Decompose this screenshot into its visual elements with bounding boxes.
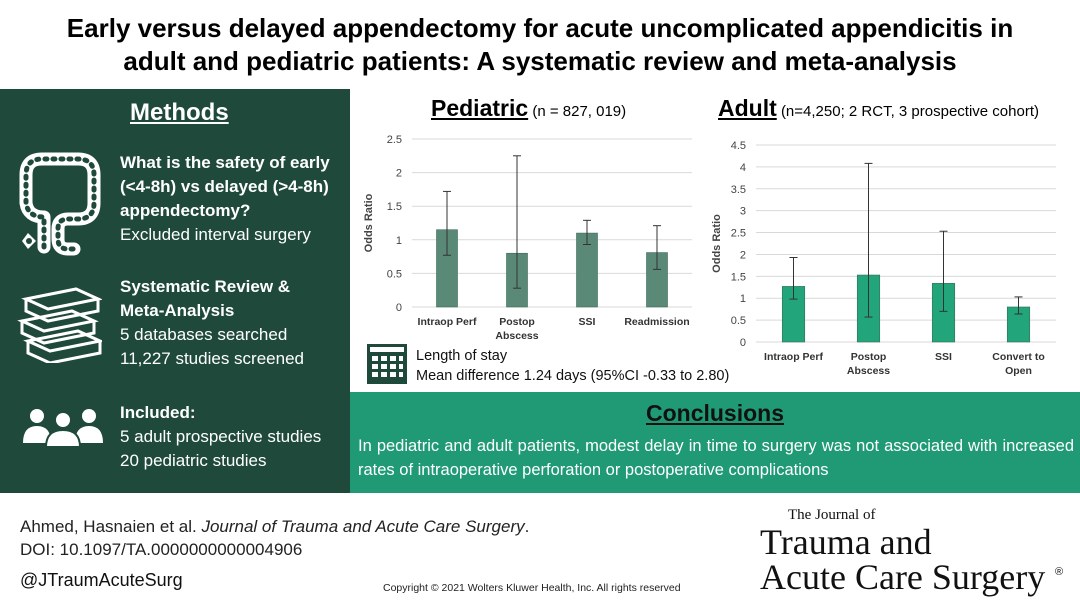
y-tick-label: 2 — [395, 167, 402, 180]
review-line-2: Meta-Analysis — [120, 301, 235, 320]
twitter-handle: @JTraumAcuteSurg — [20, 570, 183, 590]
people-icon — [20, 407, 106, 447]
y-tick-label: 0 — [395, 302, 402, 314]
adult-chart — [708, 133, 1074, 383]
x-tick-label: Abscess — [495, 330, 539, 342]
intestine-icon — [14, 147, 106, 259]
y-tick-label: 0.5 — [730, 315, 746, 328]
y-axis-label: Odds Ratio — [363, 193, 375, 253]
x-tick-label: SSI — [578, 316, 596, 328]
los-value: Mean difference 1.24 days (95%CI -0.33 to 2.80) — [416, 368, 730, 384]
doi: DOI: 10.1097/TA.0000000000004906 — [20, 540, 303, 559]
question-line-2: (<4-8h) vs delayed (>4-8h) — [120, 177, 329, 196]
citation-period: . — [524, 517, 530, 536]
methods-panel — [0, 89, 350, 493]
y-tick-label: 1 — [739, 293, 746, 306]
y-tick-label: 1.5 — [386, 201, 402, 214]
x-tick-label: Postop — [850, 351, 887, 363]
x-tick-label: Abscess — [846, 365, 891, 377]
journal-logo-line1: Trauma and — [760, 522, 932, 562]
review-databases: 5 databases searched — [120, 325, 288, 344]
included-block — [120, 401, 321, 473]
included-adult: 5 adult prospective studies — [120, 427, 322, 446]
los-label: Length of stay — [416, 348, 508, 364]
citation-journal: Journal of Trauma and Acute Care Surgery — [201, 517, 525, 536]
citation-etal: et al. — [155, 517, 202, 536]
title-line-1: Early versus delayed appendectomy for acute uncomplicated appendicitis in — [66, 13, 1014, 43]
question-note: Excluded interval surgery — [120, 225, 311, 244]
review-screened: 11,227 studies screened — [120, 349, 304, 368]
y-axis-label: Odds Ratio — [711, 214, 723, 273]
y-tick-label: 1.5 — [730, 271, 746, 284]
conclusions-panel — [350, 392, 1080, 493]
y-tick-label: 4.5 — [730, 140, 746, 152]
x-tick-label: Intraop Perf — [764, 351, 823, 363]
y-tick-label: 0.5 — [386, 268, 402, 281]
conclusions-text: In pediatric and adult patients, modest delay in time to surgery was not associated with increased rates of intraoperative perforation or postoperative complications — [358, 437, 1074, 479]
question-line-3: appendectomy? — [120, 201, 251, 220]
x-tick-label: Open — [1005, 365, 1032, 377]
pediatric-chart — [360, 128, 700, 350]
x-tick-label: SSI — [935, 351, 952, 363]
calendar-icon — [367, 344, 407, 384]
journal-logo-reg: ® — [1055, 566, 1064, 578]
y-tick-label: 3.5 — [730, 183, 746, 196]
adult-subtitle: (n=4,250; 2 RCT, 3 prospective cohort) — [780, 103, 1039, 120]
title-line-2: adult and pediatric patients: A systematic review and meta-analysis — [123, 46, 957, 76]
copyright: Copyright © 2021 Wolters Kluwer Health, Inc. All rights reserved — [383, 582, 681, 594]
length-of-stay — [416, 346, 729, 386]
citation — [20, 517, 529, 537]
x-tick-label: Convert to — [992, 351, 1045, 363]
methods-heading: Methods — [130, 99, 229, 126]
adult-title: Adult — [718, 95, 777, 121]
review-line-1: Systematic Review & — [120, 277, 291, 296]
pediatric-chart-title — [431, 95, 626, 122]
y-tick-label: 4 — [739, 161, 746, 174]
y-tick-label: 0 — [739, 337, 746, 349]
y-tick-label: 2 — [739, 249, 746, 262]
conclusions-heading: Conclusions — [645, 400, 784, 426]
journal-logo-line2: Acute Care Surgery — [760, 557, 1046, 597]
included-pediatric: 20 pediatric studies — [120, 451, 267, 470]
included-label: Included: — [120, 403, 196, 422]
question-block — [120, 151, 330, 247]
pediatric-subtitle: (n = 827, 019) — [532, 103, 627, 120]
x-tick-label: Postop — [499, 316, 535, 328]
citation-authors: Ahmed, Hasnaien — [20, 517, 156, 536]
y-tick-label: 2.5 — [386, 134, 402, 146]
books-icon — [16, 285, 102, 363]
x-tick-label: Intraop Perf — [417, 316, 477, 328]
y-tick-label: 2.5 — [730, 227, 746, 240]
y-tick-label: 3 — [739, 205, 746, 218]
x-tick-label: Readmission — [624, 316, 690, 328]
pediatric-title: Pediatric — [431, 95, 529, 121]
adult-chart-title — [718, 95, 1039, 122]
y-tick-label: 1 — [395, 234, 402, 247]
journal-logo-small: The Journal of — [788, 507, 876, 523]
review-block — [120, 275, 304, 371]
page-title — [0, 12, 1080, 78]
question-line-1: What is the safety of early — [120, 153, 330, 172]
